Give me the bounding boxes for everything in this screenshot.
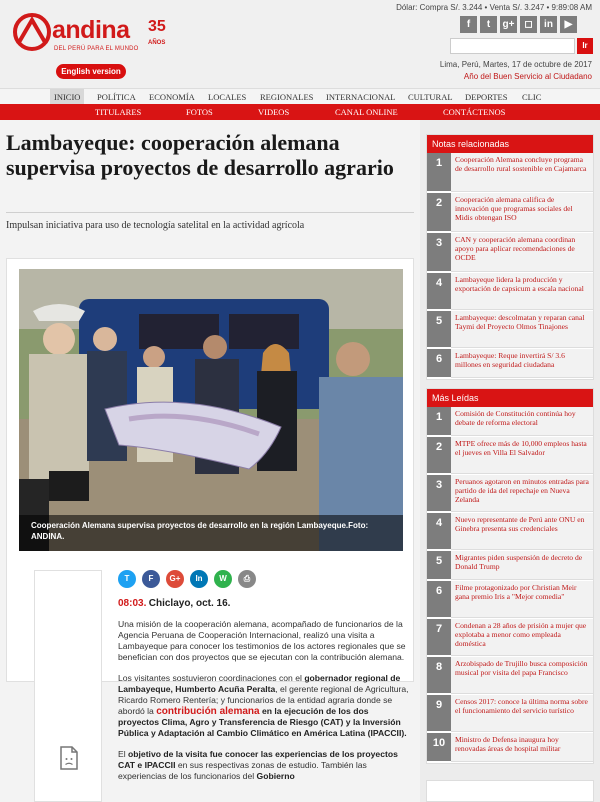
most-read-item[interactable] bbox=[427, 619, 593, 657]
paragraph-1: Una misión de la cooperación alemana, acompañado de funcionarios de la Agencia Peruana de Cooperación Internacional, realizó una visita a Lambayeque para conocer los testimonios de los actores regionales que se benefician con dos proyectos que se ejecutan con la contribución alemana. bbox=[118, 619, 406, 662]
linkedin-share-icon[interactable]: In bbox=[190, 570, 208, 588]
most-read-item[interactable] bbox=[427, 513, 593, 551]
paragraph-3 bbox=[118, 749, 410, 782]
logo-anos: AÑOS bbox=[148, 40, 166, 46]
side-ad-box bbox=[34, 570, 102, 802]
p2-link-contribucion[interactable]: contribución alemana bbox=[156, 706, 260, 717]
most-read-box bbox=[426, 388, 594, 764]
p2-bold-governor: gobernador regional de Lambayeque, Humberto Acuña Peralta bbox=[118, 673, 401, 694]
related-item-text[interactable]: Lambayeque: descolmatan y reparan canal Taymi del Proyecto Olmos Tinajones bbox=[451, 311, 593, 348]
related-item[interactable] bbox=[427, 193, 593, 233]
most-read-item-text[interactable]: Nuevo representante de Perú ante ONU en Ginebra presenta sus credenciales bbox=[451, 513, 593, 550]
google-plus-icon[interactable]: g+ bbox=[500, 16, 517, 33]
most-read-item[interactable] bbox=[427, 407, 593, 437]
related-item-text[interactable]: Lambayeque lidera la producción y exportación de capsicum a escala nacional bbox=[451, 273, 593, 310]
english-version-button[interactable]: English version bbox=[56, 64, 126, 79]
p3-bold-objective: objetivo de la visita fue conocer las experiencias de los proyectos CAT e IPACCII bbox=[118, 749, 398, 770]
subnav-fotos[interactable]: FOTOS bbox=[186, 107, 213, 117]
most-read-item-text[interactable]: Ministro de Defensa inaugura hoy renovadas áreas de hospital militar bbox=[451, 733, 593, 762]
logo-anniversary: 35 bbox=[148, 18, 166, 35]
item-number: 2 bbox=[427, 437, 451, 474]
main-nav bbox=[0, 88, 600, 104]
nav-internacional[interactable]: INTERNACIONAL bbox=[326, 92, 396, 102]
nav-economia[interactable]: ECONOMÍA bbox=[149, 92, 195, 102]
subnav-titulares[interactable]: TITULARES bbox=[95, 107, 142, 117]
p3-text-c: en sus respectivas zonas de estudio. También las experiencias de los funcionarios del bbox=[118, 760, 367, 781]
item-number: 1 bbox=[427, 407, 451, 436]
photo-caption: Cooperación Alemana supervisa proyectos de desarrollo en la región Lambayeque.Foto: ANDINA. bbox=[19, 515, 403, 551]
most-read-item-text[interactable]: Filme protagonizado por Christian Meir gana premio Iris a "Mejor comedia" bbox=[451, 581, 593, 618]
article-subtitle: Impulsan iniciativa para uso de tecnología satelital en la actividad agrícola bbox=[6, 220, 305, 231]
whatsapp-share-icon[interactable]: W bbox=[214, 570, 232, 588]
logo-wordmark: andina bbox=[52, 16, 130, 44]
p3-text-a: El bbox=[118, 749, 129, 759]
youtube-icon[interactable]: ▶ bbox=[560, 16, 577, 33]
most-read-item-text[interactable]: Condenan a 28 años de prisión a mujer que explotaba a menor como empleada doméstica bbox=[451, 619, 593, 656]
most-read-item[interactable] bbox=[427, 657, 593, 695]
exchange-rate: Dólar: Compra S/. 3.244 • Venta S/. 3.247 • 9:89:08 AM bbox=[396, 3, 592, 12]
article-time: 08:03. bbox=[118, 598, 147, 609]
google-plus-share-icon[interactable]: G+ bbox=[166, 570, 184, 588]
dateline bbox=[118, 598, 410, 609]
p2-text-a: Los visitantes sostuvieron coordinaciones con el bbox=[118, 673, 305, 683]
item-number: 10 bbox=[427, 733, 451, 762]
item-number: 9 bbox=[427, 695, 451, 732]
nav-regionales[interactable]: REGIONALES bbox=[260, 92, 314, 102]
related-item[interactable] bbox=[427, 153, 593, 193]
share-bar bbox=[118, 570, 256, 588]
most-read-item-text[interactable]: Comisión de Constitución continúa hoy debate de reforma electoral bbox=[451, 407, 593, 436]
headline-divider bbox=[6, 212, 414, 213]
twitter-share-icon[interactable]: T bbox=[118, 570, 136, 588]
article-body bbox=[118, 598, 410, 792]
facebook-share-icon[interactable]: F bbox=[142, 570, 160, 588]
most-read-item-text[interactable]: Censos 2017: conoce la última norma sobre el funcionamiento del servicio turístico bbox=[451, 695, 593, 732]
most-read-title: Más Leídas bbox=[427, 389, 593, 407]
nav-cultural[interactable]: CULTURAL bbox=[408, 92, 453, 102]
item-number: 3 bbox=[427, 475, 451, 512]
article-place: Chiclayo, oct. 16. bbox=[148, 598, 231, 609]
related-item[interactable] bbox=[427, 311, 593, 349]
nav-inicio[interactable]: INICIO bbox=[50, 89, 84, 105]
item-number: 4 bbox=[427, 513, 451, 550]
nav-locales[interactable]: LOCALES bbox=[208, 92, 247, 102]
social-links bbox=[460, 16, 577, 33]
item-number: 5 bbox=[427, 551, 451, 580]
twitter-icon[interactable]: t bbox=[480, 16, 497, 33]
item-number: 2 bbox=[427, 193, 451, 232]
item-number: 7 bbox=[427, 619, 451, 656]
most-read-item-text[interactable]: Migrantes piden suspensión de decreto de Donald Trump bbox=[451, 551, 593, 580]
most-read-item-text[interactable]: Arzobispado de Trujillo busca composición musical por visita del papa Francisco bbox=[451, 657, 593, 694]
p2-text-c: , el gerente regional de Agricultura, Ricardo Romero Rentería; y funcionarios de la entidad agraria donde se abordó la bbox=[118, 684, 409, 716]
nav-clic[interactable]: CLIC bbox=[522, 92, 542, 102]
right-sidebar bbox=[424, 120, 600, 802]
logo-tagline: DEL PERÚ PARA EL MUNDO bbox=[54, 46, 139, 52]
related-item-text[interactable]: Lambayeque: Reque invertirá S/ 3.6 millones en seguridad ciudadana bbox=[451, 349, 593, 378]
related-item[interactable] bbox=[427, 349, 593, 379]
most-read-item-text[interactable]: Peruanos agotaron en minutos entradas para partido de ida del repechaje en Nueva Zelanda bbox=[451, 475, 593, 512]
subnav-canal-online[interactable]: CANAL ONLINE bbox=[335, 107, 398, 117]
p2-bold-projects: en la ejecución de los dos proyectos Clima, Agro y Transferencia de Riesgo (CAT) y la Inversión Pública y Adaptación al Cambio Climático en América Latina (IPACCII). bbox=[118, 706, 407, 738]
andina-logo-icon bbox=[12, 12, 52, 52]
linkedin-icon[interactable]: in bbox=[540, 16, 557, 33]
most-read-item[interactable] bbox=[427, 695, 593, 733]
nav-politica[interactable]: POLÍTICA bbox=[97, 92, 136, 102]
most-read-item[interactable] bbox=[427, 733, 593, 763]
related-item[interactable] bbox=[427, 273, 593, 311]
most-read-item[interactable] bbox=[427, 551, 593, 581]
related-item[interactable] bbox=[427, 233, 593, 273]
most-read-item[interactable] bbox=[427, 581, 593, 619]
year-slogan: Año del Buen Servicio al Ciudadano bbox=[463, 72, 592, 81]
article-headline: Lambayeque: cooperación alemana supervisa proyectos de desarrollo agrario bbox=[6, 130, 394, 180]
article-photo[interactable] bbox=[19, 269, 403, 551]
current-date: Lima, Perú, Martes, 17 de octubre de 2017 bbox=[439, 60, 592, 69]
item-number: 6 bbox=[427, 349, 451, 378]
document-icon bbox=[59, 746, 79, 770]
search-input[interactable] bbox=[450, 38, 575, 54]
instagram-icon[interactable]: ◻ bbox=[520, 16, 537, 33]
item-number: 3 bbox=[427, 233, 451, 272]
facebook-icon[interactable]: f bbox=[460, 16, 477, 33]
paragraph-2 bbox=[118, 673, 410, 739]
site-header bbox=[0, 0, 600, 88]
most-read-item[interactable] bbox=[427, 437, 593, 475]
related-notes-box bbox=[426, 134, 594, 380]
item-number: 8 bbox=[427, 657, 451, 694]
search-button[interactable]: Ir bbox=[577, 38, 593, 54]
subnav-videos[interactable]: VIDEOS bbox=[258, 107, 290, 117]
article bbox=[0, 120, 420, 802]
item-number: 6 bbox=[427, 581, 451, 618]
secondary-nav bbox=[0, 104, 600, 120]
item-number: 5 bbox=[427, 311, 451, 348]
most-read-item-text[interactable]: MTPE ofrece más de 10,000 empleos hasta el jueves en Villa El Salvador bbox=[451, 437, 593, 474]
most-read-item[interactable] bbox=[427, 475, 593, 513]
andina-logo[interactable] bbox=[12, 12, 172, 58]
p3-bold-gobierno: Gobierno bbox=[256, 771, 295, 781]
nav-deportes[interactable]: DEPORTES bbox=[465, 92, 508, 102]
item-number: 1 bbox=[427, 153, 451, 192]
bottom-ad-box bbox=[426, 780, 594, 802]
related-item-text[interactable]: CAN y cooperación alemana coordinan apoyo para aplicar recomendaciones de OCDE bbox=[451, 233, 593, 272]
related-item-text[interactable]: Cooperación alemana califica de innovación que programas sociales del Midis obtengan ISO bbox=[451, 193, 593, 232]
subnav-contactenos[interactable]: CONTÁCTENOS bbox=[443, 107, 506, 117]
related-item-text[interactable]: Cooperación Alemana concluye programa de desarrollo rural sostenible en Cajamarca bbox=[451, 153, 593, 192]
print-icon[interactable]: ⎙ bbox=[238, 570, 256, 588]
item-number: 4 bbox=[427, 273, 451, 310]
related-notes-title: Notas relacionadas bbox=[427, 135, 593, 153]
